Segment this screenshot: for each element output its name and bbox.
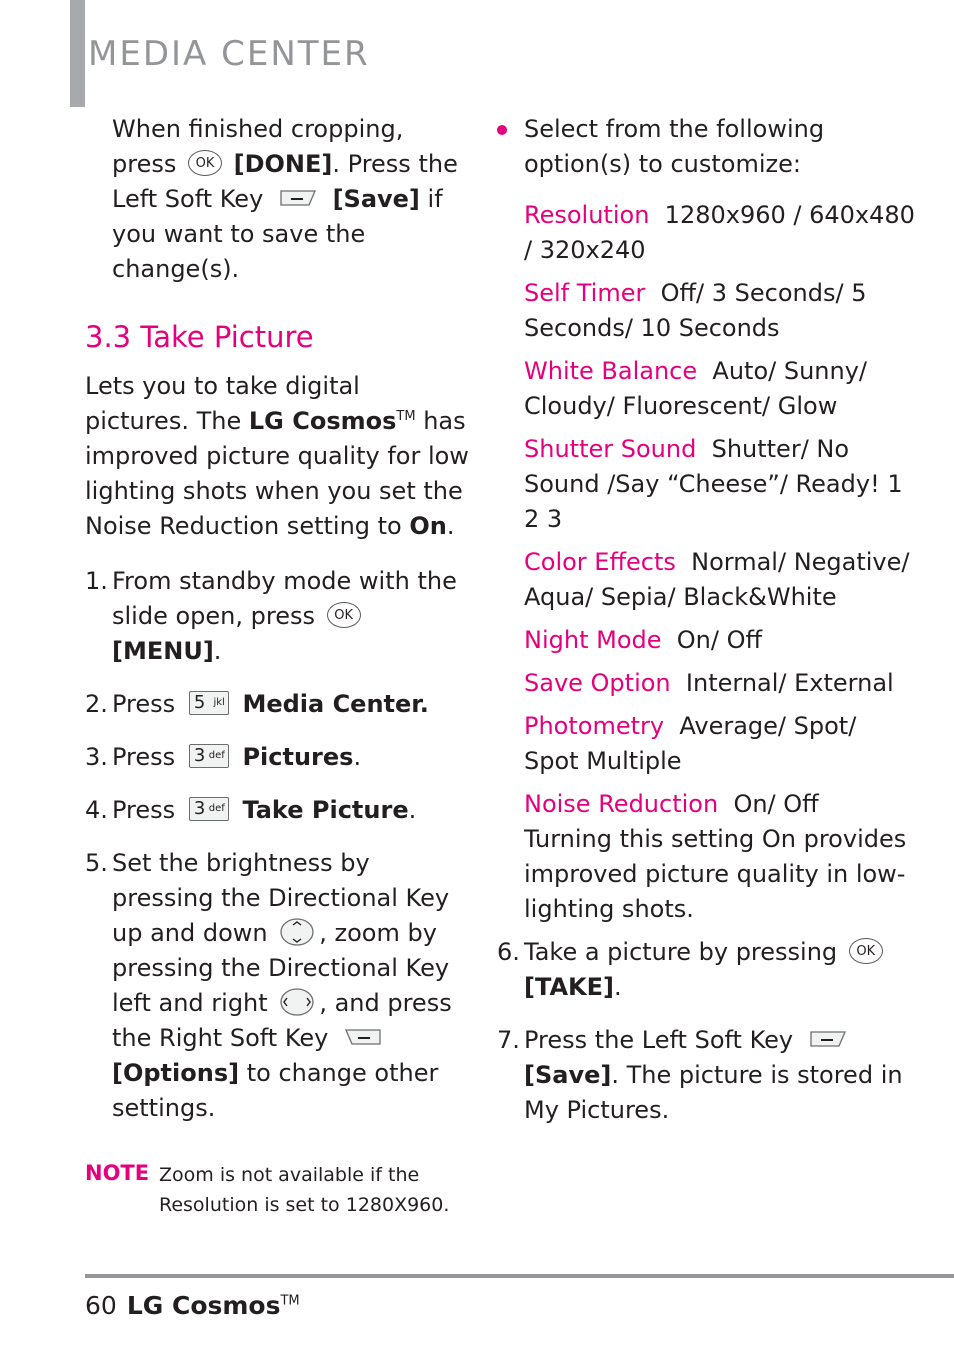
directional-key-up-down-icon — [279, 917, 315, 947]
save-label: [Save] — [332, 185, 420, 213]
step-7: 7. Press the Left Soft Key [Save]. The picture is stored in My Pictures. — [497, 1026, 903, 1124]
option-save-option: Save Option Internal/ External — [524, 669, 894, 697]
left-soft-key-icon — [279, 188, 317, 208]
step-4: 4. Press 3 def Take Picture. — [85, 796, 417, 824]
noise-reduction-description: Turning this setting On provides improved picture quality in low-lighting shots. — [524, 825, 907, 923]
footer-rule — [85, 1274, 954, 1278]
ok-key-icon: OK — [327, 602, 361, 628]
options-bullet: Select from the following option(s) to customize: — [497, 112, 917, 182]
step-3: 3. Press 3 def Pictures. — [85, 743, 362, 771]
directional-key-left-right-icon — [279, 987, 315, 1017]
intro-paragraph: When finished cropping, press OK [DONE]. Press the Left Soft Key [Save] if you want to save the change(s). — [112, 115, 458, 283]
key-3-icon: 3 def — [189, 744, 229, 768]
option-noise-reduction: Noise Reduction On/ Off — [524, 790, 819, 818]
page-number: 60 — [85, 1291, 117, 1320]
ok-key-icon: OK — [188, 150, 222, 176]
option-photometry: Photometry Average/ Spot/ Spot Multiple — [524, 712, 857, 775]
option-self-timer: Self Timer Off/ 3 Seconds/ 5 Seconds/ 10 Seconds — [524, 279, 867, 342]
footer-trademark: TM — [280, 1293, 300, 1309]
step-6: 6. Take a picture by pressing OK [TAKE]. — [497, 935, 917, 1005]
page-footer — [85, 1290, 300, 1322]
option-night-mode: Night Mode On/ Off — [524, 626, 763, 654]
brand-name: LG Cosmos — [248, 407, 397, 435]
header-side-bar — [70, 0, 85, 107]
note-text: Zoom is not available if the Resolution is set to 1280X960. — [159, 1164, 450, 1216]
description-paragraph: Lets you to take digital pictures. The LG Cosmos™ has improved picture quality for low lighting shots when you set the Noise Reduction setting to On. — [85, 372, 469, 540]
key-3-icon: 3 def — [189, 797, 229, 821]
right-soft-key-icon — [344, 1027, 382, 1047]
note-label: NOTE — [85, 1161, 150, 1185]
option-color-effects: Color Effects Normal/ Negative/ Aqua/ Sepia/ Black&White — [524, 548, 910, 611]
option-shutter-sound: Shutter Sound Shutter/ No Sound /Say “Cheese”/ Ready! 1 2 3 — [524, 435, 903, 533]
step-5: 5. Set the brightness by pressing the Directional Key up and down , zoom by pressing the Directional Key left and right , and press the Right Soft Key [Options] to change other settings. — [85, 849, 452, 1122]
option-resolution: Resolution 1280x960 / 640x480 / 320x240 — [524, 201, 915, 264]
right-column — [497, 112, 917, 1128]
section-title: 3.3 Take Picture — [85, 320, 314, 354]
on-label: On — [409, 512, 447, 540]
trademark-mark: TM — [396, 409, 416, 424]
option-white-balance: White Balance Auto/ Sunny/ Cloudy/ Fluorescent/ Glow — [524, 357, 867, 420]
key-5-icon: 5 jkl — [189, 691, 229, 715]
ok-key-icon: OK — [849, 938, 883, 964]
step-1: 1. From standby mode with the slide open, press OK [MENU]. — [85, 567, 457, 665]
page-header: MEDIA CENTER — [88, 34, 370, 74]
left-column — [85, 112, 470, 1220]
left-soft-key-icon — [809, 1029, 847, 1049]
footer-brand: LG Cosmos — [126, 1291, 281, 1320]
note-block — [85, 1160, 470, 1220]
bullet-icon — [497, 125, 507, 135]
done-label: [DONE] — [233, 150, 333, 178]
step-2: 2. Press 5 jkl Media Center. — [85, 690, 429, 718]
